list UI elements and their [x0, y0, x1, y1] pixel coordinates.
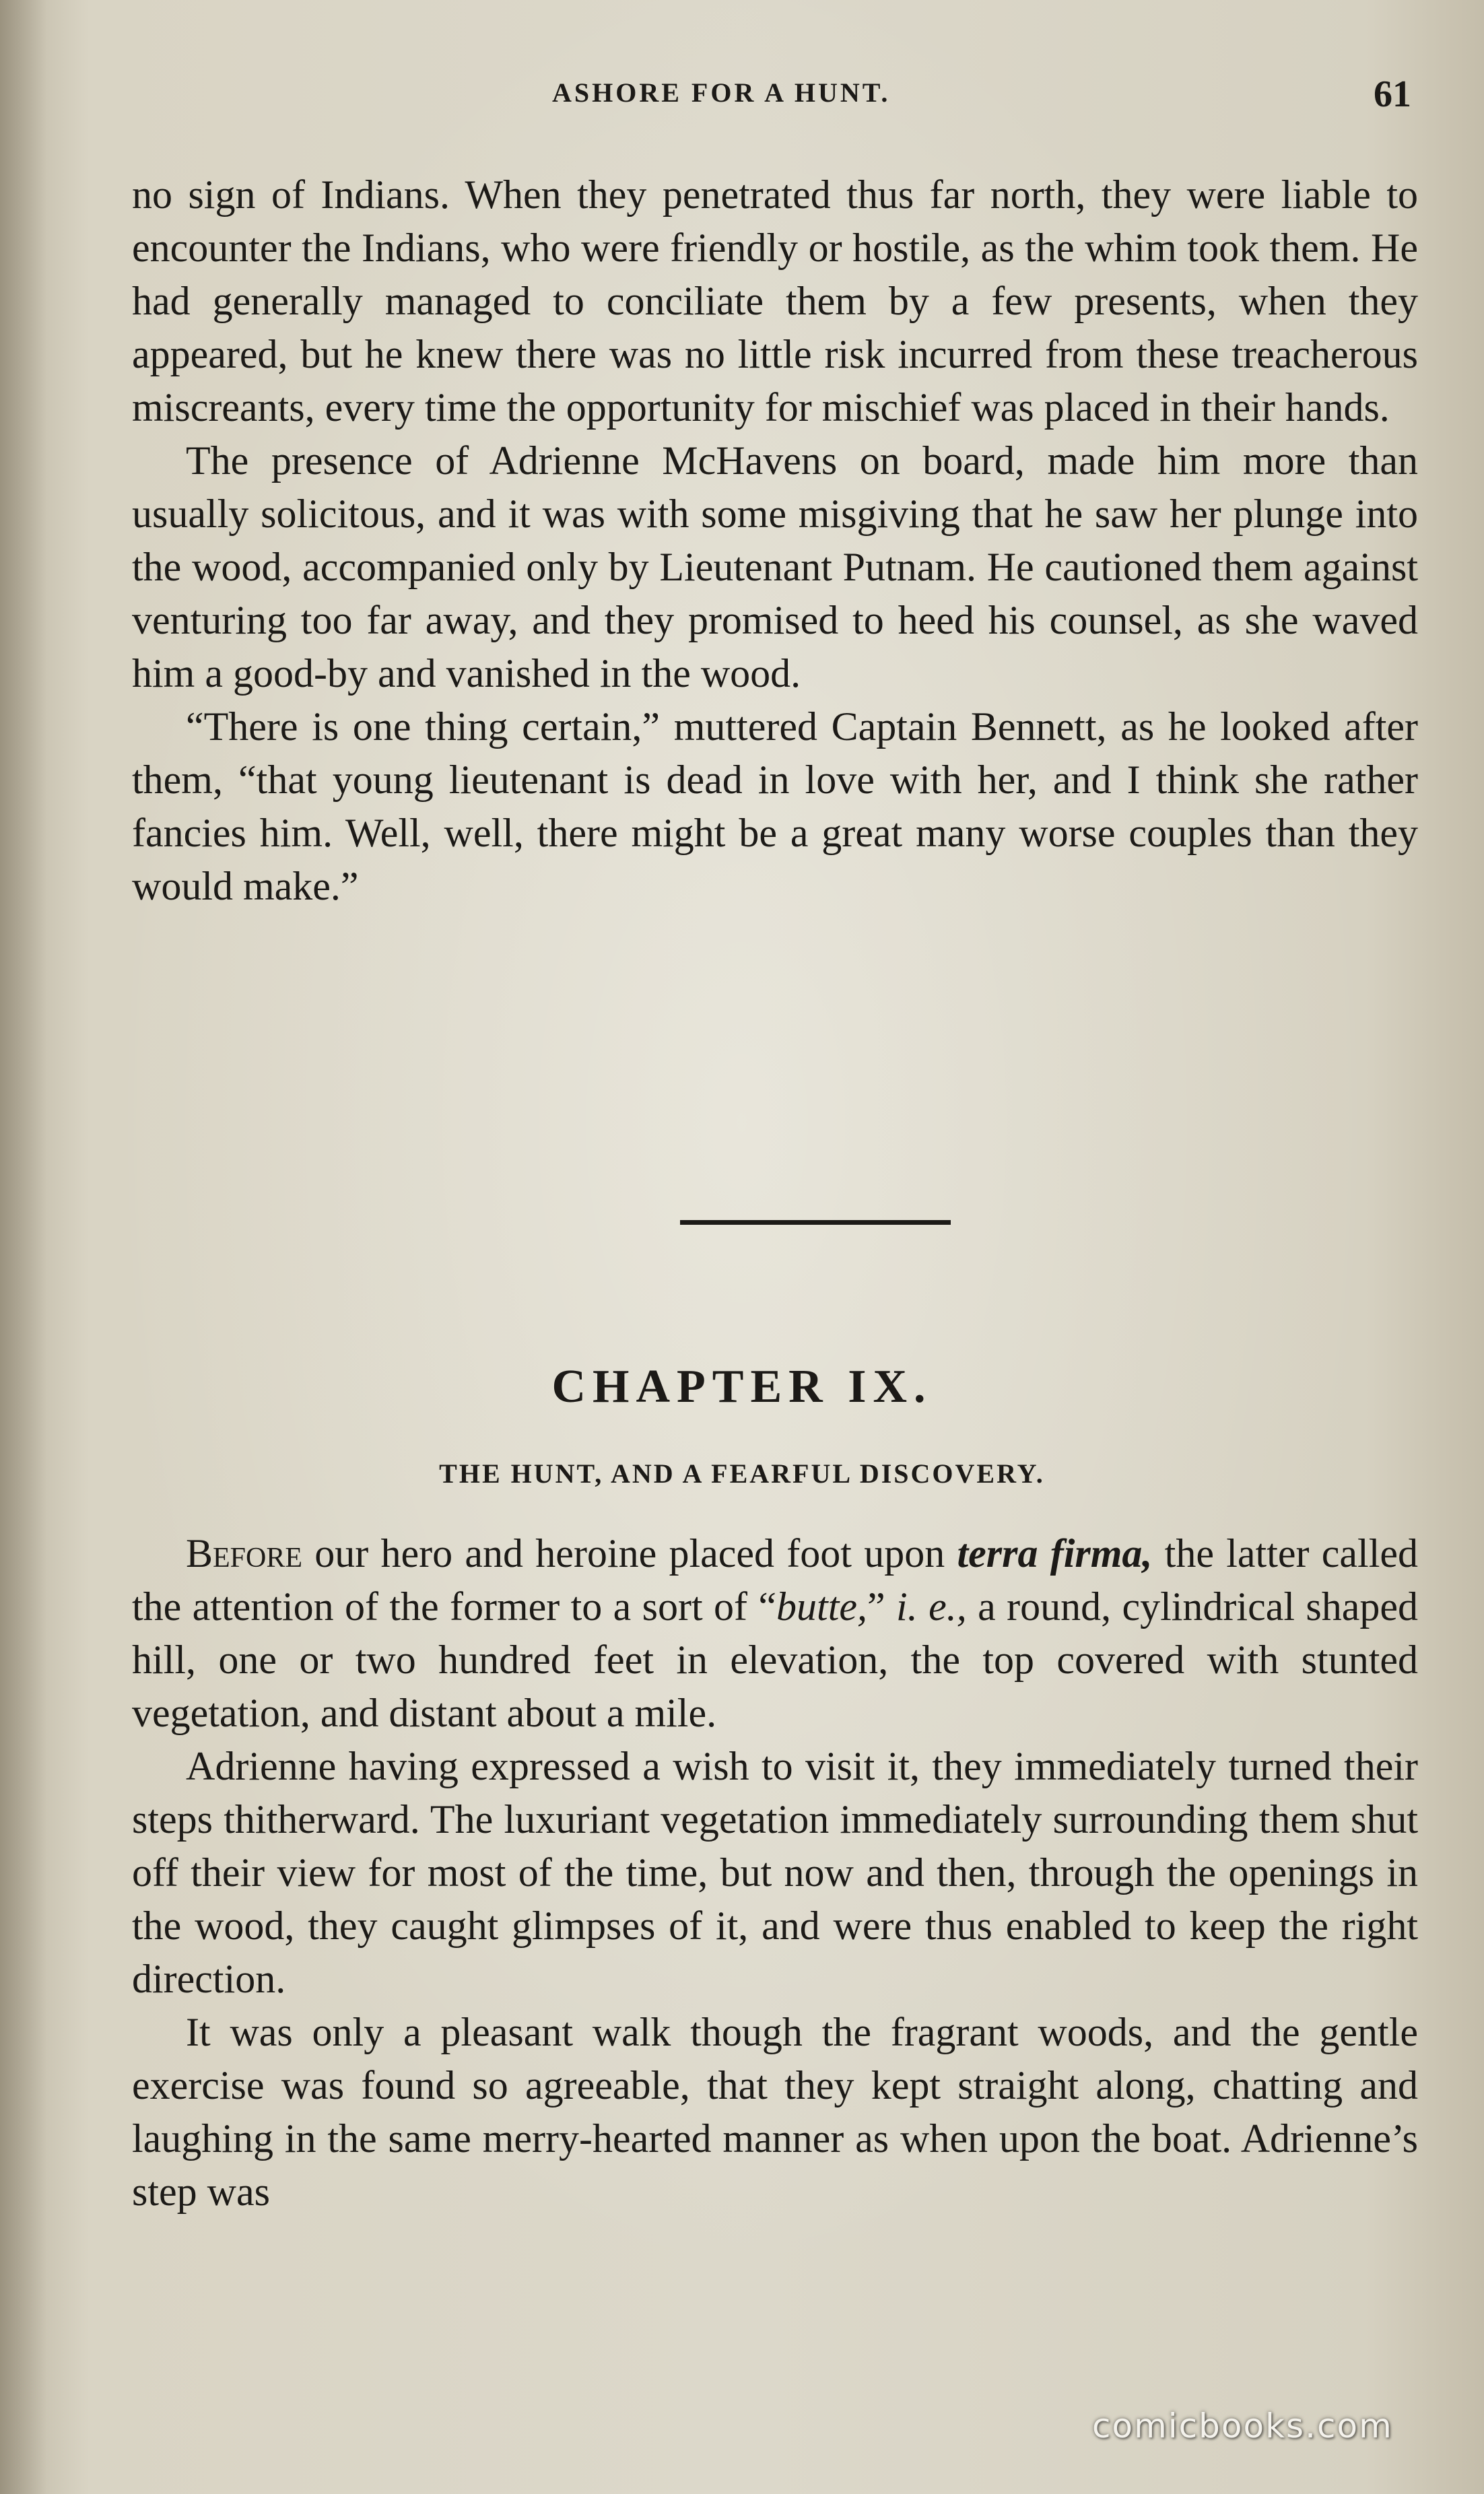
lead-word: Before	[186, 1531, 303, 1576]
chapter-title: CHAPTER IX.	[551, 1361, 933, 1413]
italic-abbreviation: i. e.,	[896, 1584, 967, 1629]
paragraph-continued: no sign of Indians. When they penetrated thus far north, they were liable to encounter the Indians, who were friendly or hostile, as the whim took them. He had generally managed to conciliate them by a few presents, when they appeared, but he knew there was no little risk incurred from these treacherous miscreants, every time the opportunity for mischief was placed in their hands.	[132, 172, 1418, 430]
paragraph: “There is one thing certain,” muttered Captain Bennett, as he looked after them, “that young lieutenant is dead in love with her, and I think she rather fancies him. Well, well, there might be a great many worse couples than they would make.”	[132, 704, 1418, 908]
page-number: 61	[1374, 73, 1411, 115]
paragraph: It was only a pleasant walk though the fragrant woods, and the gentle exercise was found so agreeable, that they kept straight along, chatting and laughing in the same merry-hearted manner as when upon the boat. Adrienne’s step was	[132, 2010, 1418, 2214]
site-watermark: comicbooks.com	[1092, 2406, 1393, 2446]
page-gutter-shadow	[0, 0, 47, 2494]
opening-text: our hero and heroine placed foot upon	[302, 1531, 957, 1576]
running-head	[0, 73, 1484, 113]
chapter-opening-paragraph	[132, 1527, 1418, 1740]
italic-term: butte,	[776, 1584, 868, 1629]
section-divider-rule	[680, 1220, 951, 1225]
opening-text: the latter called the attention of the former to a sort of “	[132, 1531, 1418, 1629]
text-block-bottom	[132, 1527, 1418, 2219]
opening-text: ”	[867, 1584, 897, 1629]
italic-phrase: terra firma,	[957, 1531, 1153, 1576]
running-title: ASHORE FOR A HUNT.	[552, 77, 891, 108]
paragraph: Adrienne having expressed a wish to visit it, they immediately turned their steps thitherward. The luxuriant vegetation immediately surrounding them shut off their view for most of the time, but now and then, through the openings in the wood, they caught glimpses of it, and were thus enabled to keep the right direction.	[132, 1744, 1418, 2001]
chapter-subtitle: THE HUNT, AND A FEARFUL DISCOVERY.	[439, 1458, 1045, 1489]
paragraph: The presence of Adrienne McHavens on board, made him more than usually solicitous, and it was with some misgiving that he saw her plunge into the wood, accompanied only by Lieutenant Putnam. He cautioned them against venturing too far away, and they promised to heed his counsel, as she waved him a good-by and vanished in the wood.	[132, 438, 1418, 696]
text-block-top	[132, 168, 1418, 913]
opening-text: a round, cylindrical shaped hill, one or two hundred feet in elevation, the top covered with stunted vegetation, and distant about a mile.	[132, 1584, 1419, 1735]
